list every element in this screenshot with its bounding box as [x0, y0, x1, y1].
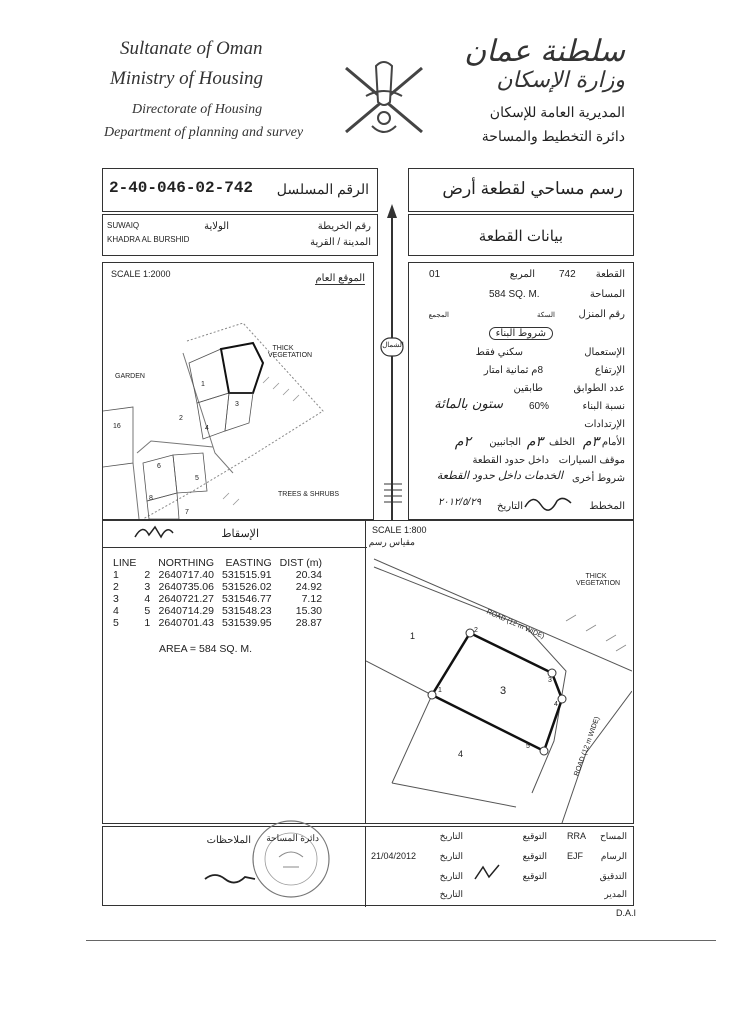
vertex-2: 2 — [474, 627, 478, 634]
surveyor-label: المساح — [599, 831, 627, 841]
col-blank — [140, 557, 154, 569]
loc-parcel-1: 1 — [201, 381, 205, 388]
vertex-5: 5 — [526, 743, 530, 750]
header-ar-line2: وزارة الإسكان — [496, 68, 625, 93]
vertex-4: 4 — [554, 701, 558, 708]
area-label: المساحة — [589, 289, 625, 300]
plot-value: 742 — [559, 269, 576, 280]
detail-road-2: ROAD (12 m WIDE) — [573, 715, 602, 778]
detail-map-box — [366, 520, 634, 824]
area-total: AREA = 584 SQ. M. — [159, 643, 253, 655]
floors-label: عدد الطوابق — [573, 383, 625, 394]
wilayat-value: SUWAIQ — [107, 221, 140, 230]
header-en-line2: Ministry of Housing — [110, 68, 264, 89]
detail-map-drawing — [366, 521, 632, 823]
table-row: 4 5 2640714.29 531548.23 15.30 — [113, 605, 323, 617]
other-conditions-label: شروط أخرى — [571, 473, 625, 484]
detail-parcel-1: 1 — [410, 631, 416, 641]
city-value: KHADRA AL BURSHID — [107, 235, 190, 244]
height-label: الإرتفاع — [594, 365, 625, 376]
parking-label: موقف السيارات — [558, 455, 625, 466]
header-en-line1: Sultanate of Oman — [120, 38, 263, 59]
complex-label: المجمع — [428, 312, 449, 319]
page-bottom-rule — [86, 940, 716, 941]
header-en-line4: Department of planning and survey — [104, 125, 304, 140]
detail-parcel-4: 4 — [458, 749, 464, 759]
official-stamp-icon — [249, 817, 333, 901]
drafter-date: 21/04/2012 — [371, 851, 417, 861]
square-value: 01 — [429, 269, 441, 280]
vertex-3: 3 — [548, 677, 552, 684]
footer-code: D.A.I — [616, 908, 637, 918]
location-map-drawing — [103, 323, 373, 519]
house-no-label: رقم المنزل — [578, 309, 625, 320]
planner-label: المخطط — [589, 501, 625, 512]
loc-parcel-7: 7 — [185, 509, 189, 516]
parking-value: داخل حدود القطعة — [472, 455, 549, 466]
stamp-text: دائرة المساحة — [266, 833, 319, 843]
header-ar-line1: سلطنة عمان — [464, 34, 625, 69]
loc-label-thick-veg: THICK VEGETATION — [268, 345, 313, 359]
document-title: رسم مساحي لقطعة أرض — [442, 179, 623, 198]
detail-thick-veg: THICK VEGETATION — [576, 573, 621, 587]
drafter-signature-icon — [473, 863, 503, 883]
ratio-value: 60% — [529, 401, 550, 412]
footer-box — [102, 826, 634, 906]
planner-signature-icon — [523, 491, 573, 513]
col-dist: DIST (m) — [279, 557, 323, 569]
table-row: 3 4 2640721.27 531546.77 7.12 — [113, 593, 323, 605]
front-value: ٣م — [582, 433, 599, 449]
detail-scale-ar: مقياس رسم — [368, 537, 415, 547]
north-arrow-icon — [378, 204, 408, 520]
drafter-value: EJF — [567, 851, 584, 861]
planner-date-value: ٢٠١٢/٥/٢٩ — [437, 497, 481, 508]
planner-date-label: التاريخ — [497, 501, 523, 512]
serial-number: 2-40-046-02-742 — [109, 179, 254, 197]
sides-label: الجانبين — [489, 437, 521, 448]
checker-label: التدقيق — [599, 871, 627, 881]
date-label-1: التاريخ — [439, 831, 463, 841]
coordinates-box — [102, 520, 366, 824]
height-value: 8م ثمانية امتار — [483, 365, 543, 376]
loc-label-garden: GARDEN — [115, 373, 145, 380]
other-conditions-value: الخدمات داخل حدود القطعة — [436, 470, 563, 482]
loc-parcel-6: 6 — [157, 463, 161, 470]
floors-value: طابقين — [513, 383, 543, 394]
table-row: 2 3 2640735.06 531526.02 24.92 — [113, 581, 323, 593]
surveyor-value: RRA — [567, 831, 587, 841]
use-label: الإستعمال — [584, 347, 625, 358]
header-ar-line3: المديرية العامة للإسكان — [489, 104, 625, 120]
detail-parcel-3: 3 — [500, 685, 507, 697]
serial-label: الرقم المسلسل — [276, 181, 369, 197]
sign-label-1: التوقيع — [522, 831, 547, 841]
loc-label-trees: TREES & SHRUBS — [278, 491, 340, 498]
back-value: ٣م — [526, 433, 543, 449]
north-label: الشمال — [382, 342, 404, 349]
loc-parcel-3: 3 — [235, 401, 239, 408]
serial-box — [102, 168, 378, 212]
loc-parcel-16: 16 — [113, 423, 121, 430]
sign-label-2: التوقيع — [522, 851, 547, 861]
map-number-label: رقم الخريطة — [317, 221, 371, 232]
remarks-signature-icon — [203, 869, 257, 885]
detail-road-1: ROAD (12 m WIDE) — [485, 608, 546, 641]
remarks-label: الملاحظات — [206, 835, 251, 846]
table-row: 5 1 2640701.43 531539.95 28.87 — [113, 617, 323, 629]
back-label: الخلف — [549, 437, 575, 448]
plot-data-box — [408, 262, 634, 520]
plot-label: القطعة — [595, 269, 625, 280]
square-label: المربع — [509, 269, 535, 280]
loc-parcel-2: 2 — [179, 415, 183, 422]
location-map-box — [102, 262, 374, 520]
sign-label-3: التوقيع — [522, 871, 547, 881]
date-label-4: التاريخ — [439, 889, 463, 899]
ratio-label: نسبة البناء — [582, 401, 625, 412]
building-conditions-label: شروط البناء — [489, 327, 553, 340]
map-info-box — [102, 214, 378, 256]
loc-parcel-8: 8 — [149, 495, 153, 502]
plot-data-title: بيانات القطعة — [478, 228, 563, 245]
sikka-label: السكة — [537, 312, 555, 319]
setbacks-label: الإرتدادات — [584, 419, 625, 430]
projection-label: الإسقاط — [221, 528, 259, 540]
loc-parcel-4: 4 — [205, 425, 209, 432]
coordinates-table — [109, 557, 326, 629]
wilayat-label: الولاية — [204, 221, 229, 232]
col-line: LINE — [113, 557, 137, 569]
loc-parcel-5: 5 — [195, 475, 199, 482]
use-value: سكني فقط — [475, 347, 523, 358]
plot-data-title-box — [408, 214, 634, 256]
header-ar-line4: دائرة التخطيط والمساحة — [481, 128, 625, 144]
date-label-2: التاريخ — [439, 851, 463, 861]
vertex-1: 1 — [438, 687, 442, 694]
date-label-3: التاريخ — [439, 871, 463, 881]
detail-scale: SCALE 1:800 — [372, 525, 427, 535]
ratio-handwritten: ستون بالمائة — [434, 397, 503, 412]
col-easting: EASTING — [225, 557, 272, 569]
location-map-label: الموقع العام — [315, 273, 365, 284]
city-label: المدينة / القرية — [310, 237, 371, 248]
area-value: 584 SQ. M. — [489, 289, 540, 300]
front-label: الأمام — [601, 437, 625, 448]
header-en-line3: Directorate of Housing — [132, 102, 263, 117]
oman-emblem-icon — [336, 56, 432, 138]
drafter-label: الرسام — [600, 851, 627, 861]
coordinates-header-row — [109, 557, 326, 569]
sides-value: ٢م — [454, 433, 471, 449]
table-row: 1 2 2640717.40 531515.91 20.34 — [113, 569, 323, 581]
director-label: المدير — [604, 889, 627, 899]
col-northing: NORTHING — [158, 557, 214, 569]
title-box — [408, 168, 634, 212]
projection-signature-icon — [131, 521, 175, 543]
location-scale: SCALE 1:2000 — [111, 269, 171, 279]
